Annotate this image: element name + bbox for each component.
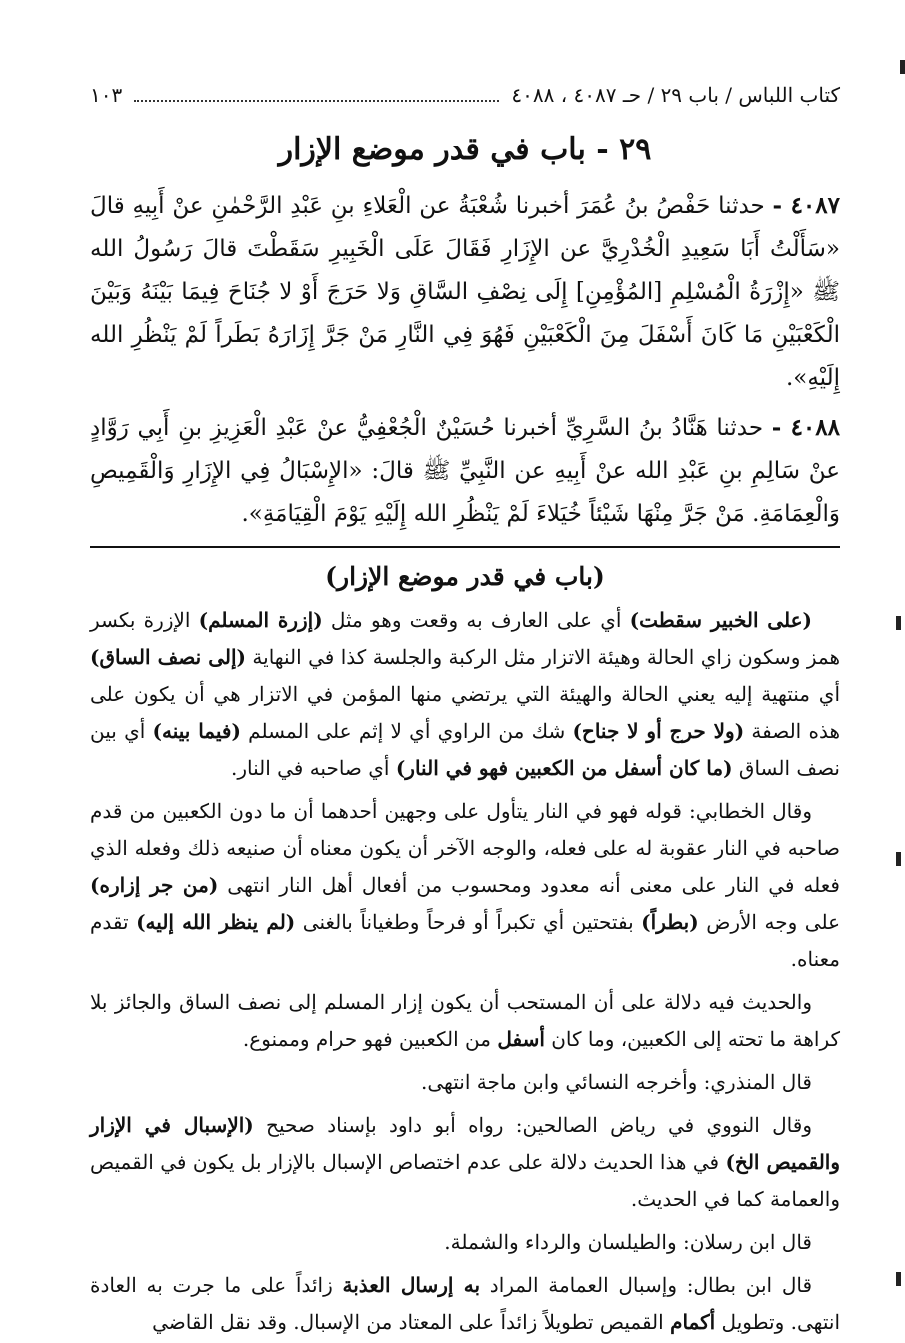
commentary-paragraph bbox=[90, 1064, 840, 1101]
quoted-phrase: (إلى نصف الساق) bbox=[90, 645, 246, 669]
commentary-text: بفتحتين أي تكبراً أو فرحاً وطغياناً بالغنى bbox=[295, 910, 642, 934]
quoted-phrase: (ما كان أسفل من الكعبين فهو في النار) bbox=[395, 756, 733, 780]
commentary-title: (باب في قدر موضع الإزار) bbox=[325, 562, 605, 591]
book-page bbox=[90, 78, 841, 1334]
quoted-phrase: (من جر إزاره) bbox=[90, 873, 219, 897]
quoted-phrase: (على الخبير سقطت) bbox=[629, 608, 812, 632]
commentary-text: وقال النووي في رياض الصالحين: رواه أبو داود بإسناد صحيح bbox=[253, 1113, 812, 1137]
quoted-phrase: أسفل bbox=[497, 1027, 545, 1051]
commentary-text: على وجه الأرض bbox=[698, 910, 841, 934]
commentary-text: وقال الخطابي: قوله فهو في النار يتأول على وجهين أحدهما أن ما دون الكعبين من قدم صاحبه في النار عقوبة له على فعله، والوجه الآخر أن يكون معناه أن صنيعه ذلك وفعله الذي فعله في النار على معنى أنه معدود ومحسوب من أفعال أهل النار انتهى bbox=[90, 799, 840, 897]
scan-edge-mark bbox=[896, 852, 901, 866]
commentary-paragraph bbox=[90, 793, 840, 978]
scan-edge-mark bbox=[900, 60, 905, 74]
page-number: ١٠٣ bbox=[90, 83, 123, 107]
commentary-text: القميص تطويلاً زائداً على المعتاد من الإسبال. وقد نقل القاضي bbox=[152, 1310, 671, 1334]
hadith-text: حدثنا حَفْصُ بنُ عُمَرَ أخبرنا شُعْبَةُ عن الْعَلاءِ بنِ عَبْدِ الرَّحْمٰنِ عنْ أَبِيهِ قالَ «سَأَلْتُ أَبَا سَعِيدِ الْخُدْرِيَّ عن الإِزَارِ فَقَالَ عَلَى الْخَبِيرِ سَقَطْتَ قالَ رَسُولُ الله ﷺ «إِزْرَةُ الْمُسْلِمِ [المُؤْمِنِ] إِلَى نِصْفِ السَّاقِ وَلا حَرَجَ أَوْ لا جُنَاحَ فِيمَا بَيْنَهُ وَبَيْنَ الْكَعْبَيْنِ مَا كَانَ أَسْفَلَ مِنَ الْكَعْبَيْنِ فَهُوَ فِي النَّارِ مَنْ جَرَّ إِزَارَهُ بَطَراً لَمْ يَنْظُرِ الله إِلَيْهِ». bbox=[90, 193, 840, 391]
commentary-text: أي صاحبه في النار. bbox=[230, 756, 396, 780]
hadith-text: حدثنا هَنَّادُ بنُ السَّرِيِّ أخبرنا حُسَيْنٌ الْجُعْفِيُّ عنْ عَبْدِ الْعَزِيزِ بنِ أَبِي رَوَّادٍ عنْ سَالِمِ بنِ عَبْدِ الله عنْ أَبِيهِ عن النَّبِيِّ ﷺ قالَ: «الإِسْبَالُ فِي الإِزَارِ وَالْقَمِيصِ وَالْعِمَامَةِ. مَنْ جَرَّ مِنْهَا شَيْئاً خُيَلاءَ لَمْ يَنْظُرِ الله إِلَيْهِ يَوْمَ الْقِيَامَةِ». bbox=[90, 415, 840, 527]
running-header bbox=[90, 78, 840, 112]
commentary-text: قال المنذري: وأخرجه النسائي وابن ماجة انتهى. bbox=[421, 1070, 812, 1094]
hadith-list bbox=[90, 184, 840, 536]
commentary-paragraph bbox=[90, 1107, 840, 1218]
commentary-text: أي بين نصف الساق bbox=[90, 719, 840, 780]
scan-edge-mark bbox=[896, 616, 901, 630]
scan-edge-mark bbox=[896, 1272, 901, 1286]
quoted-phrase: (الإسبال في الإزار والقميص الخ) bbox=[90, 1113, 840, 1174]
quoted-phrase: (بطراً) bbox=[641, 910, 699, 934]
commentary-text: قال ابن بطال: وإسبال العمامة المراد bbox=[480, 1273, 812, 1297]
quoted-phrase: (ولا حرج أو لا جناح) bbox=[572, 719, 745, 743]
commentary-paragraph bbox=[90, 984, 840, 1058]
quoted-phrase: (لم ينظر الله إليه) bbox=[136, 910, 296, 934]
commentary-text: أي منتهية إليه يعني الحالة والهيئة التي يرتضي منها المؤمن في الاتزار هي أن يكون على هذه الصفة bbox=[90, 682, 840, 743]
hadith-entry bbox=[90, 184, 840, 400]
quoted-phrase: به إرسال العذبة bbox=[342, 1273, 481, 1297]
commentary-text: قال ابن رسلان: والطيلسان والرداء والشملة. bbox=[444, 1230, 812, 1254]
section-divider bbox=[90, 546, 840, 548]
commentary-text: زائداً على ما جرت به العادة انتهى. وتطويل bbox=[90, 1273, 840, 1334]
commentary-text: تقدم معناه. bbox=[90, 910, 840, 971]
header-dot-leader bbox=[134, 82, 499, 102]
hadith-number: ٤٠٨٨ - bbox=[771, 414, 840, 441]
chapter-title: ٢٩ - باب في قدر موضع الإزار bbox=[278, 132, 652, 167]
commentary-paragraph bbox=[90, 1224, 840, 1261]
header-book-section: كتاب اللباس / باب ٢٩ / حـ ٤٠٨٧ ، ٤٠٨٨ bbox=[511, 83, 840, 107]
commentary-paragraph bbox=[90, 1267, 840, 1341]
commentary-paragraph bbox=[90, 602, 840, 787]
commentary bbox=[90, 602, 840, 1341]
commentary-text: في هذا الحديث دلالة على عدم اختصاص الإسبال بالإزار بل يكون في القميص والعمامة كما في الحديث. bbox=[90, 1150, 840, 1211]
quoted-phrase: (إزرة المسلم) bbox=[198, 608, 323, 632]
commentary-text: والحديث فيه دلالة على أن المستحب أن يكون إزار المسلم إلى نصف الساق والجائز بلا كراهة ما تحته إلى الكعبين، وما كان bbox=[90, 990, 840, 1051]
commentary-text: أي على العارف به وقعت وهو مثل bbox=[322, 608, 630, 632]
quoted-phrase: (فيما بينه) bbox=[152, 719, 241, 743]
commentary-text: الإزرة بكسر همز وسكون زاي الحالة وهيئة الاتزار مثل الركبة والجلسة كذا في النهاية bbox=[90, 608, 841, 669]
hadith-entry bbox=[90, 406, 840, 536]
commentary-text: شك من الراوي أي لا إثم على المسلم bbox=[240, 719, 573, 743]
quoted-phrase: أكمام bbox=[670, 1310, 716, 1334]
hadith-number: ٤٠٨٧ - bbox=[772, 192, 840, 219]
commentary-text: من الكعبين فهو حرام وممنوع. bbox=[242, 1027, 498, 1051]
